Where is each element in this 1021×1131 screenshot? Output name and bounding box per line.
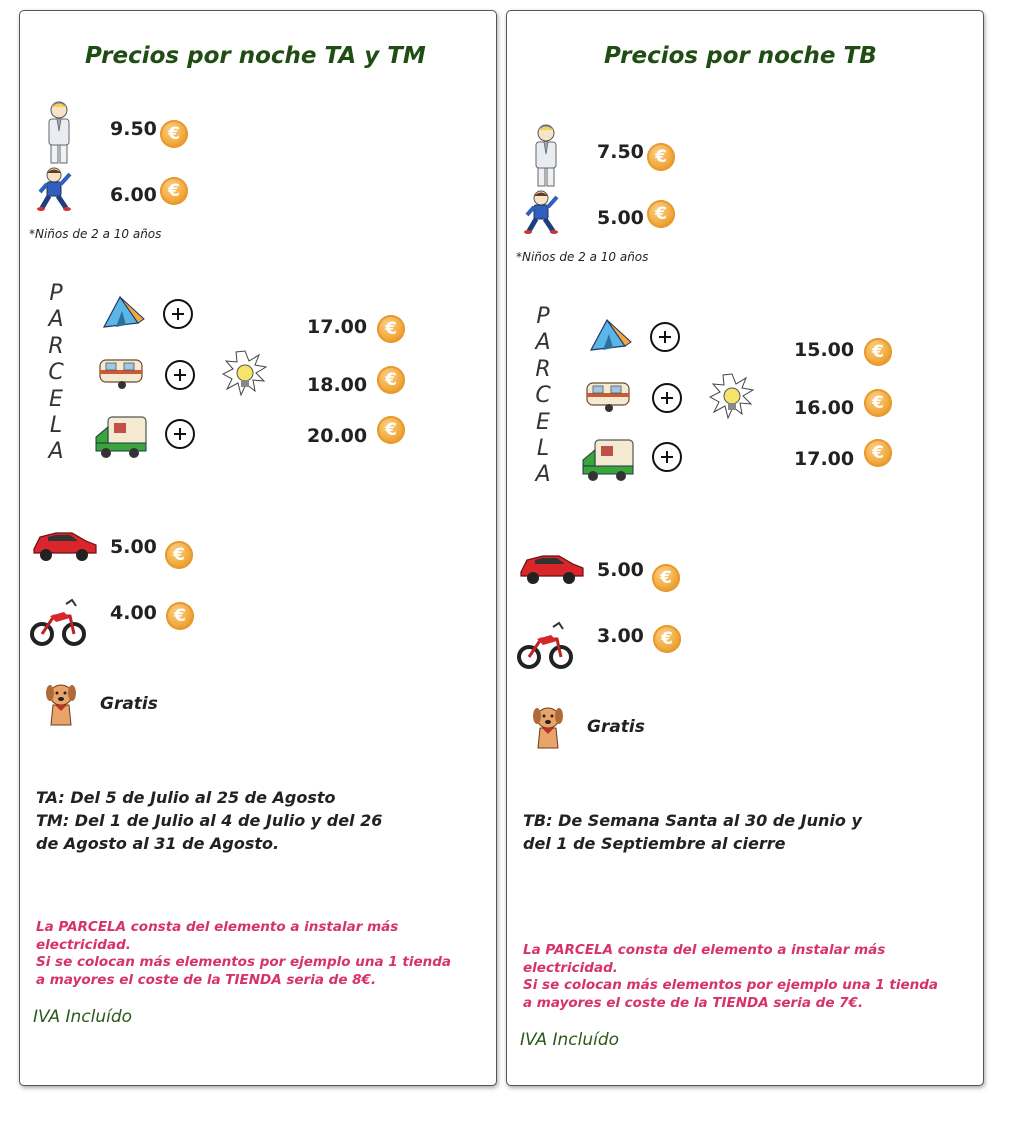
euro-coin-icon: € — [166, 602, 194, 630]
child-icon — [523, 189, 563, 235]
parcela-vertical-label: P A R C E L A — [535, 304, 551, 488]
camper-plot-price: 20.00 — [307, 425, 368, 447]
euro-coin-icon: € — [864, 389, 892, 417]
dog-icon — [527, 700, 569, 752]
season-dates: TA: Del 5 de Julio al 25 de Agosto TM: Del 1 de Julio al 4 de Julio y del 26 de Agosto al 31 de Agosto. — [36, 788, 383, 853]
euro-coin-icon: € — [864, 338, 892, 366]
adult-price: 9.50 — [110, 118, 157, 140]
camper-icon — [94, 413, 148, 459]
caravan-icon — [585, 379, 633, 415]
parcela-vertical-label: P A R C E L A — [48, 281, 64, 465]
caravan-icon — [98, 356, 146, 392]
children-age-note: *Niños de 2 a 10 años — [516, 250, 649, 264]
adult-price: 7.50 — [597, 141, 644, 163]
euro-coin-icon: € — [165, 541, 193, 569]
light-bulb-icon — [709, 372, 755, 426]
dog-icon — [40, 677, 82, 729]
parcela-note: La PARCELA consta del elemento a instalar más electricidad. — [36, 919, 399, 953]
tent-icon — [587, 316, 635, 356]
iva-included-label: IVA Incluído — [33, 1007, 133, 1027]
extra-elements-note: Si se colocan más elementos por ejemplo una 1 tienda a mayores el coste de la TIENDA seria de 8€. — [36, 954, 452, 988]
euro-coin-icon: € — [377, 366, 405, 394]
season-dates: TB: De Semana Santa al 30 de Junio y del 1 de Septiembre al cierre — [523, 811, 862, 853]
light-bulb-icon — [222, 349, 268, 403]
plus-icon — [652, 383, 682, 413]
euro-coin-icon: € — [647, 200, 675, 228]
plus-icon — [165, 360, 195, 390]
panel-title: Precios por noche TB — [604, 43, 877, 69]
plus-icon — [165, 419, 195, 449]
euro-coin-icon: € — [160, 177, 188, 205]
plus-icon — [652, 442, 682, 472]
plus-icon — [650, 322, 680, 352]
camper-icon — [581, 436, 635, 482]
children-age-note: *Niños de 2 a 10 años — [29, 227, 162, 241]
plus-icon — [163, 299, 193, 329]
tent-plot-price: 17.00 — [307, 316, 368, 338]
motorbike-icon — [517, 619, 573, 671]
motorbike-price: 3.00 — [597, 625, 644, 647]
child-icon — [36, 166, 76, 212]
caravan-plot-price: 18.00 — [307, 374, 368, 396]
price-panel-tb — [506, 10, 984, 1086]
euro-coin-icon: € — [160, 120, 188, 148]
panel-title: Precios por noche TA y TM — [85, 43, 426, 69]
car-price: 5.00 — [110, 536, 157, 558]
caravan-plot-price: 16.00 — [794, 397, 855, 419]
child-price: 5.00 — [597, 207, 644, 229]
car-icon — [517, 546, 585, 588]
adult-icon — [529, 122, 563, 188]
euro-coin-icon: € — [653, 625, 681, 653]
euro-coin-icon: € — [377, 315, 405, 343]
dog-free-label: Gratis — [100, 694, 158, 714]
camper-plot-price: 17.00 — [794, 448, 855, 470]
parcela-note: La PARCELA consta del elemento a instalar más electricidad. — [523, 942, 886, 976]
car-price: 5.00 — [597, 559, 644, 581]
euro-coin-icon: € — [652, 564, 680, 592]
euro-coin-icon: € — [864, 439, 892, 467]
motorbike-icon — [30, 596, 86, 648]
euro-coin-icon: € — [647, 143, 675, 171]
motorbike-price: 4.00 — [110, 602, 157, 624]
child-price: 6.00 — [110, 184, 157, 206]
euro-coin-icon: € — [377, 416, 405, 444]
extra-elements-note: Si se colocan más elementos por ejemplo una 1 tienda a mayores el coste de la TIENDA seria de 7€. — [523, 977, 939, 1011]
car-icon — [30, 523, 98, 565]
tent-icon — [100, 293, 148, 333]
dog-free-label: Gratis — [587, 717, 645, 737]
iva-included-label: IVA Incluído — [520, 1030, 620, 1050]
tent-plot-price: 15.00 — [794, 339, 855, 361]
price-panel-ta-tm — [19, 10, 497, 1086]
adult-icon — [42, 99, 76, 165]
